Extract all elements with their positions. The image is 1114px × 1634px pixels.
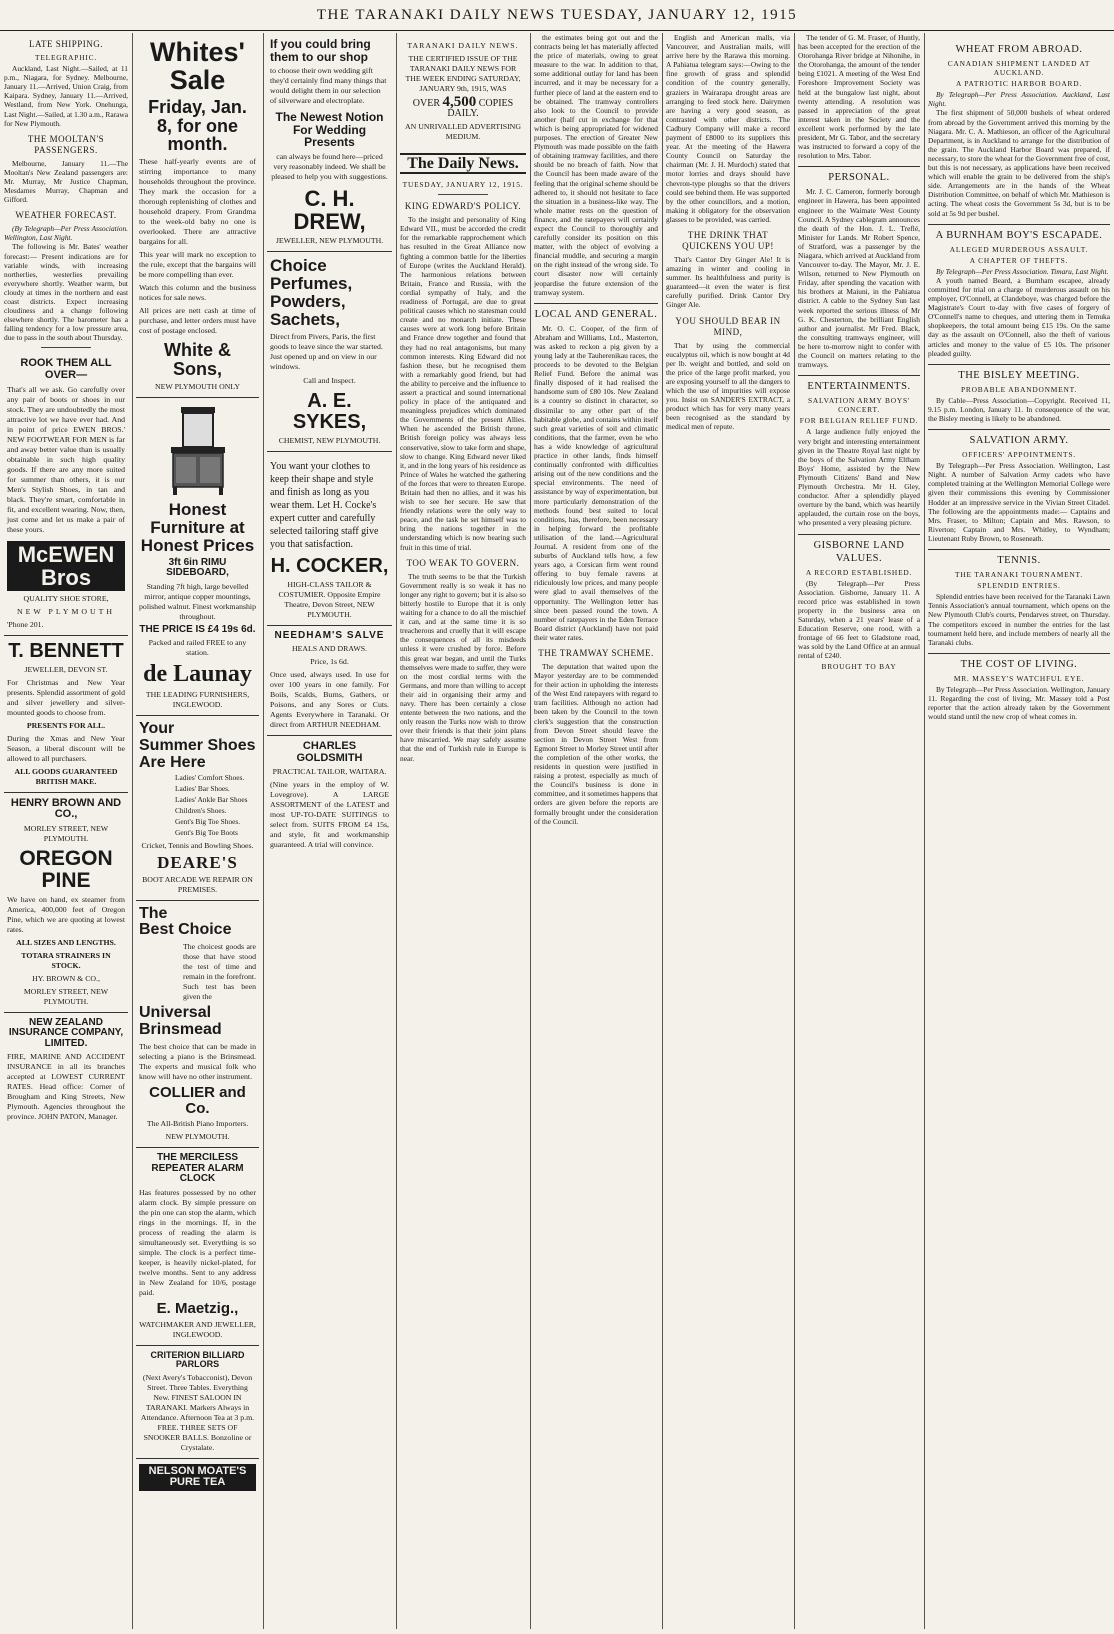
column-rule	[924, 33, 925, 1629]
article-text: Mr. O. C. Cooper, of the firm of Abraham and Williams, Ltd., Masterton, was asked to reckon a pig given by a young lady at the Tauherenikau races, the proceeds to be devoted to the Belgian Relief Fund. Before the animal was finally disposed of it had realised the handsome sum of £80 10s. New Zealand is a country so distinct in character, so dissimilar to any other part of the habitable globe, and contains within itself such great varieties of soil and climatic conditions, that the farmer, even he who has a wide knowledge of agricultural practice in other lands, finds himself continually confronted with difficulties arising out of the new conditions and the special environments. The need of assistance by way of experimentation, but more particularly demonstration of the methods found best suited to local conditions, has, therefore, been necessary in helping forward the profitable utilisation of the land.—Agricultural Journal. A resident from one of the suburbs of Auckland tells how, a few years ago, a Corsican firm went round offering to buy female ravens at ridiculously low prices, and many people were glad to avail themselves of the opportunity. The Wellington letter has since been passed round the town. A number of ratepayers in the Eden Terrace Board district (Auckland) have not paid their water rates.	[534, 323, 658, 642]
column-rule	[794, 33, 795, 1629]
ad-text: Standing 7ft high, large bevelled mirror, antique copper mountings, polished walnut. Finest workmanship throughout.	[139, 581, 256, 621]
collier-advert	[136, 901, 259, 1149]
ad-title: CHARLES GOLDSMITH	[296, 740, 363, 764]
article-text: The first shipment of 50,000 bushels of wheat ordered from abroad by the Government arrived this morning by the Niagara. Mr. C. A. Mathieson, an officer of the Agricultural Department, is in Auckland to arrange for the distribution of the grain. The Auckland Harbor Board was prepared, if necessary, to store the wheat for the Government free of cost, but this is not necessary, as applications have been received which will enable the grain to be delivered from the ship's side. Arrangements are in the hands of the Wheat Distribution Committee, on behalf of which Mr. Mathieson is acting. The wheat costs the Government 5s 3d, but is to be sold at 5s 9d per bushel.	[928, 108, 1110, 218]
column-rule	[263, 33, 264, 1629]
circulation-copies: COPIES DAILY.	[447, 98, 514, 119]
ad-text: All prices are nett cash at time of purchase, and letter orders must have cost of postage enclosed.	[139, 306, 256, 336]
cocker-advert	[267, 452, 392, 626]
dateline: (By Telegraph—Per Press Association. Wellington, Last Night.	[4, 224, 128, 243]
subhead: FOR BELGIAN RELIEF FUND.	[799, 416, 919, 426]
ad-text: WATCHMAKER AND JEWELLER, INGLEWOOD.	[139, 1319, 256, 1339]
ad-text: ALL GOODS GUARANTEED BRITISH MAKE.	[14, 766, 118, 786]
ad-text: PRACTICAL TAILOR, WAITARA.	[272, 767, 387, 777]
subhead: BROUGHT TO BAY	[821, 662, 897, 672]
column-rule	[662, 33, 663, 1629]
ad-text: HEALS AND DRAWS.	[292, 644, 367, 654]
maetzig-advert	[136, 1148, 259, 1345]
ad-text: to choose their own wedding gift they'd certainly find many things that would delight them in our selection of silverware and electroplate.	[270, 66, 387, 106]
column-2	[136, 33, 259, 1629]
ad-text: Has features possessed by no other alarm clock. By simple pressure on the pin one can stop the alarm, which rings in the mornings. If, in the process of reading the alarm is simultaneously set. Everything is so simple. The clock is a perfect time-keeper, is heavily nickel-plated, for twelve months. Sent to any address in New Zealand for 10/6, postage paid.	[139, 1187, 256, 1297]
ad-title: HENRY BROWN AND CO.,	[10, 796, 122, 821]
ad-text: HIGH-CLASS TAILOR & COSTUMIER. Opposite Empire Theatre, Devon Street, NEW PLYMOUTH.	[278, 579, 381, 619]
dateline: By Telegraph—Per Press Association. Timaru, Last Night.	[936, 266, 1109, 276]
ad-text: The best choice that can be made in selecting a piano is the Brinsmead. The experts and musical folk who know will have no other instrument.	[139, 1041, 256, 1081]
ad-text: THE CERTIFIED ISSUE OF THE TARANAKI DAILY NEWS FOR THE WEEK ENDING SATURDAY, JANUARY 9th, 1915, WAS	[405, 54, 521, 93]
article-text: To the insight and personality of King Edward VII., must be accorded the credit for the remarkable rapprochement which has resulted in the Great Alliance now fighting a common battle for the liberties of Europe (writes the Auckland Herald). The harmonious relations between Britain, France and Russia, with the cordial sympathy of Italy, and the readiness of Portugal, are due to great political causes which no statesman could create and no monarch initiate. These causes were at work long before Britain and France drew together and found that they had no real antagonisms, but many common interests. King Edward did not fashion these, but he recognised them with a remarkably good friend, but had the ability to perceive and the influence to assert a practical and sound international policy in place of the antiquated and meaningless prejudices which dominated the Governments of the present Allies. When he ascended the British throne, British foreign policy was always less conservative, slow to take form and shape, slow to change. King Edward never liked it, and in the long years of his residence as Prince of Wales he watched the gathering of the forces that were to threaten Europe. Britain had then no allies, and it was his wish to see her secure. He saw that friendly relations were the only way to peace, and the task he set himself was to bring the nations together in the understanding which is now bearing such fruit in this time of trial.	[400, 215, 526, 552]
headline: WEATHER FORECAST.	[15, 210, 117, 221]
article-text: By Telegraph—Per Press Association. Wellington, January 11. Regarding the cost of living, Mr. Massey told a Post reporter that the action already taken by the Government would stand until the new crop of wheat comes in.	[928, 684, 1110, 722]
headline: TENNIS.	[928, 549, 1110, 567]
article-text: the estimates being got out and the contracts being let has materially affected the price of materials, owing to great measure to the war. In addition to that, some additional outlay for land has been incurred, and it may be necessary for a further piece of land at the eastern end to be obtained. The tramway controllers also look to the Council to provide another (half cut in exchange for that which is being appropriated for widened purposes. The erection of Greater New Plymouth was made possible on the faith of obtaining tramway facilities, and there should be no breach of faith. Now that the Council has been made aware of the feeling that the original scheme should be adhered to, it should not hesitate to face the situation in a business-like way. The whole matter rests on the question of finance, and the ratepayers will certainly expect the Council to thoroughly and carefully consider its position on this matter, with the object of evolving a financial muddle, and securing a margin on the right instead of the wrong side. To court disaster now will certainly jeopardise the future extension of the tramway system.	[534, 33, 658, 297]
circulation-number: 4,500	[442, 94, 477, 110]
headline: SALVATION ARMY.	[928, 429, 1110, 447]
separator	[438, 194, 488, 195]
column-1	[4, 33, 128, 1629]
drew-advert	[267, 33, 392, 252]
ad-title: Sale	[169, 65, 226, 96]
article-text: That's Cantor Dry Ginger Ale! It is amazing in winter and cooling in summer. Its healthfulness and purity is guaranteed—it even the water is first carefully purified. Drink Cantor Dry Ginger Ale.	[666, 254, 790, 310]
article-text: The deputation that waited upon the Mayor yesterday are to be commended for their action in upholding the interests of the West End ratepayers with regard to tram facilities. Although no action had been taken by the Council to the town clerk's suggestion that the construction from Devon Street should leave the section in Devon Street West from Egmont Street to Morley Street until after the completion of the other works, the residents in question were justified in raising a protest, especially as much of the Council's business is done in committee, and it sometimes happens that orders are given before the reports are formally brought under the consideration of the Council.	[534, 662, 658, 826]
column-rule	[396, 33, 397, 1629]
headline: YOU SHOULD BEAR IN MIND,	[675, 315, 781, 337]
column-rule	[530, 33, 531, 1629]
headline: KING EDWARD'S POLICY.	[404, 201, 522, 212]
article-text: A youth named Beard, a Burnham escapee, already committed for trial on a charge of murderous assault on his employer, O'Connell, at Clandeboye, was charged before the Magistrate's Court to-day with five cases of forgery of O'Connell's name to cheques, and uttering them in Temuka shopkeepers, the total amount being £15 19s. On the same day as the assault on O'Connell, also the theft of various articles and money to the value of £5 10s. The prisoner pleaded guilty.	[928, 275, 1110, 358]
ad-title: Friday, Jan. 8, for one month.	[148, 96, 247, 155]
shoe-list	[139, 772, 256, 838]
ad-title: E. Maetzig.,	[156, 1299, 239, 1317]
nelson-advert	[136, 1459, 259, 1496]
article-text: The following is Mr. Bates' weather forecast:— Present indications are for variable winds, with increasing northerlies, westerlies prevailing everywhere shortly. Weather warm, but cloudy at times in the northern and east coast districts. Expect increasing cloudiness and a change following elsewhere shortly. The barometer has a falling tendency for a low pressure area, due to pass in the south about Thursday.	[4, 242, 128, 343]
separator	[41, 347, 91, 348]
article-text: The truth seems to be that the Turkish Government really is so weak it has no longer any right to govern; but it is also so bitterly hostile to Europe that it is only waiting for a chance to do all the mischief it can, and at the same time it is so treacherous and cruelly that it will escape the consequences of all its misdeeds unless it were crushed by force. Before this great war began, and until the Turks themselves were made to suffer, they were on the most cordial terms with the Germans, and more than willing to accept their aid in organising their army and navy. There has been certainly a close entente between the two nations, and the only reason the Turks now wish to throw over their friends is that their joint plans have miscarried. We may safely assume that the end of Turkish rule in Europe is near.	[400, 571, 526, 763]
ad-text: You want your clothes to keep their shape and style and finish as long as you wear them. Let H. Cocke's expert cutter and carefully selected tailoring staff give you that satisfaction.	[270, 460, 379, 550]
ad-text: BOOT ARCADE WE REPAIR ON PREMISES.	[142, 874, 253, 894]
headline: THE COST OF LIVING.	[928, 653, 1110, 671]
ad-title: Honest Furniture at Honest Prices	[140, 500, 255, 555]
article-text: By Cable—Press Association—Copyright. Received 11, 9.15 p.m. London, January 11. In consequence of the war, the Bisley meeting is likely to be abandoned.	[928, 395, 1110, 423]
headline: GISBORNE LAND VALUES.	[798, 534, 920, 565]
ad-text: Packed and railed FREE to any station.	[148, 638, 247, 658]
subhead: SPLENDID ENTRIES.	[977, 581, 1061, 591]
subhead: OFFICERS' APPOINTMENTS.	[962, 450, 1076, 460]
list-item: Gent's Big Toe Shoes.	[175, 816, 241, 826]
subhead: CANADIAN SHIPMENT LANDED AT AUCKLAND.	[947, 59, 1091, 78]
ad-title: THE PRICE IS £4 19s 6d.	[139, 623, 256, 635]
ad-title: Whites'	[150, 37, 245, 67]
ad-text: These half-yearly events are of stirring importance to many households throughout the province. They mark the occasion for a thorough replenishing of clothes and household drapery. From Grandma to the week-old baby no one is overlooked. There are attractive bargains for all.	[139, 157, 256, 247]
subhead: MR. MASSEY'S WATCHFUL EYE.	[953, 673, 1085, 683]
ad-text: FIRE, MARINE AND ACCIDENT INSURANCE in all its branches accepted at LOWEST CURRENT RATES. Head office: Corner of Brougham and King Streets, New Plymouth. Agencies throughout the province. JOHN PATON, Manager.	[7, 1052, 125, 1122]
delaunay-advert	[136, 398, 259, 716]
subhead: TELEGRAPHIC.	[35, 53, 97, 62]
ad-text: QUALITY SHOE STORE,	[23, 593, 109, 603]
issue-date: TUESDAY, JANUARY 12, 1915.	[402, 180, 524, 190]
article-text: Mr. J. C. Cameron, formerly borough engineer in Hawera, has been appointed engineer to the Waimate West County Council. A Sydney cablegram announces the death of the Hon. J. L. Treflé, Minister for Lands. Mr Robert Spence, of Stratford, was a passenger by the Niagara, which arrived at Auckland from Vancouver to-day. The Mayor, Mr. J. E. Wilson, returned to New Plymouth on Friday, after spending the vacation with his brothers at Maiuni, in the Pahiatua district. A cable to the Sydney Sun last week reported the serious illness of Mr G. K. Chesterton, the brilliant English author and journalist. Mr Fred. Black, the consulting tramways engineer, will be here to-morrow night to confer with the Council on matters relating to the tramways.	[798, 187, 920, 370]
ad-text: TARANAKI DAILY NEWS.	[407, 41, 519, 50]
mcewen-advert	[4, 353, 128, 635]
ad-text: We have on hand, ex steamer from America, 400,000 feet of Oregon Pine, which we are quoting at lowest rates.	[7, 894, 125, 934]
ad-text: NEW PLYMOUTH	[16, 606, 116, 616]
ad-title: T. BENNETT	[8, 639, 124, 662]
subhead: ALLEGED MURDEROUS ASSAULT.	[949, 244, 1089, 254]
column-rule	[132, 33, 133, 1629]
ad-title: Are Here	[139, 754, 206, 772]
ad-text: Once used, always used. In use for over 100 years in one family. For Boils, Scalds, Burns, Gathers, or Poisons, and any Sores or Cuts. Agents Everywhere in Taranaki. Or direct from ARTHUR NEEDHAM.	[270, 670, 389, 730]
whites-advert	[136, 33, 259, 398]
article-text: (By Telegraph—Per Press Association. Gisborne, January 11. A record price was established in town property in the business area on Saturday, when a 21 years' lease of a Education Reserve, one rood, with a frontage of 66 feet to Gladstone road, was sold by the Land Office at an annual rental of £240.	[798, 578, 920, 661]
list-item: Children's Shoes.	[175, 805, 227, 815]
list-item: Ladies' Bar Shoes.	[175, 783, 230, 793]
ad-text: The choicest goods are those that have stood the test of time and remain in the forefront. Such test has been given the	[183, 942, 256, 1002]
ad-title: 3ft 6in RIMU SIDEBOARD,	[166, 556, 229, 579]
ad-title: C. H. DREW,	[293, 185, 366, 235]
ad-title: COLLIER and Co.	[149, 1083, 246, 1117]
list-item: Ladies' Ankle Bar Shoes	[175, 794, 248, 804]
list-item: Gent's Big Toe Boots	[175, 827, 238, 837]
article-text: English and American malls, via Vancouver, and Australian mails, will arrive here by the Rarawa this morning. A Pahiatua telegram says:—Owing to the fine growth of grass and splendid condition of the country generally, graziers in Wairarapa drought areas are arranging to feed stock here. Dairymen are having a very good season, as contrasted with other districts. The Cadbury Company will make a record payment of £8000 to its suppliers this year. At the meeting of the Hawera County Council on Saturday the chairman (Mr. J. H. Murdoch) stated that motor lorries and drays should have chevron-type ploughs so that the drivers could see behind them. He was supported by the other councillors, and a motion, making it obligatory for the observation glasses to be provided, was carried.	[666, 33, 790, 224]
goldsmith-advert	[267, 736, 392, 855]
subhead: A PATRIOTIC HARBOR BOARD.	[955, 79, 1083, 89]
needham-advert	[267, 626, 392, 737]
ad-text: Cricket, Tennis and Bowling Shoes.	[141, 840, 254, 850]
circulation-line	[403, 94, 523, 119]
ad-text: MORLEY STREET, NEW PLYMOUTH.	[23, 823, 109, 843]
article-text: Splendid entries have been received for the Taranaki Lawn Tennis Association's annual tournament, which opens on the New Plymouth Club's courts, Pendarves street, on Thursday. The competitors exceed in number the entries for the last tournament held here, and include members of nearly all the Taranaki clubs.	[928, 592, 1110, 647]
subhead: SALVATION ARMY BOYS' CONCERT.	[807, 396, 911, 415]
ad-title: If you could bring them to our shop	[270, 37, 371, 64]
ad-title: H. COCKER,	[270, 554, 389, 577]
nameplate: The Daily News.	[400, 153, 526, 174]
ad-text: PRESENTS FOR ALL.	[26, 720, 106, 730]
ad-text: For Christmas and New Year presents. Splendid assortment of gold and silver jewellery and silver-mounted goods to choose from.	[7, 677, 125, 717]
dateline: By Telegraph—Per Press Association. Auckland, Last Night.	[928, 90, 1110, 109]
ad-text: NEW PLYMOUTH ONLY	[155, 382, 240, 392]
ad-title: OREGON PINE	[19, 846, 113, 892]
ad-text: ALL SIZES AND LENGTHS.	[16, 937, 116, 947]
column-8	[928, 33, 1110, 1629]
ad-text: During the Xmas and New Year Season, a liberal discount will be allowed to all purchasers.	[7, 733, 125, 763]
ad-title: ROOK THEM ALL OVER—	[20, 357, 112, 381]
column-6	[666, 33, 790, 1629]
ad-title: The	[139, 904, 168, 922]
subhead: A RECORD ESTABLISHED.	[805, 567, 913, 577]
bennett-advert	[4, 636, 128, 793]
article-text: Auckland, Last Night.—Sailed, at 11 p.m., Niagara, for Sydney. Melbourne, January 11.—Arrived, Union Craig, from Kaipara. Sydney, January 11.—Arrived, Westland, from New York. Onehunga, Last Night.—Sailed, at 1.30 a.m., Rarawa for New Plymouth.	[4, 64, 128, 128]
ad-text: 'Phone 201.	[7, 619, 44, 629]
ad-title: Best Choice	[139, 921, 232, 939]
ad-text: MORLEY STREET, NEW PLYMOUTH.	[23, 986, 109, 1006]
ad-text: This year will mark no exception to the rule, except that the bargains will be more compelling than ever.	[139, 250, 256, 280]
ad-text: HY. BROWN & CO.,	[32, 973, 100, 983]
subhead: PROBABLE ABANDONMENT.	[960, 384, 1078, 394]
column-5	[534, 33, 658, 1629]
subhead: THE TARANAKI TOURNAMENT.	[955, 570, 1083, 580]
ad-title: de Launay	[143, 661, 252, 688]
article-text: A large audience fully enjoyed the very bright and interesting entertainment given in the Theatre Royal last night by the boys of the Salvation Army Eltham Boys' Home, assisted by the New Plymouth Citizens' Band and New Plymouth Orchestra. Mr H. Gley, conductor. After a splendidly played overture by the band, which was heartily applauded, the curtain rose on the boys, who presented a very pleasing picture.	[798, 427, 920, 528]
ad-title: NELSON MOATE'S PURE TEA	[139, 1464, 256, 1491]
headline: THE DRINK THAT QUICKENS YOU UP!	[682, 229, 774, 251]
ad-text: Direct from Pivers, Paris, the first goods to leave since the war started. Just opened up and on view in our windows.	[270, 331, 383, 371]
insurance-advert	[4, 1013, 128, 1128]
headline: THE TRAMWAY SCHEME.	[538, 648, 654, 658]
ad-title: NEW ZEALAND INSURANCE COMPANY, LIMITED.	[8, 1016, 124, 1049]
ad-title: Choice Perfumes, Powders, Sachets,	[270, 256, 353, 329]
ad-text: That's all we ask. Go carefully over any pair of boots or shoes in our stock. They are undoubtedly the most attractive lot we have ever had. And in point of price EWEN BROS.' NEW FOOTWEAR FOR MEN is far and away better value than is usually obtainable in such high quality goods. If there are any more suited for summer than others, it is our Men's Stylish Shoes, in tan and black. They're smart, comfortable in fit, and excellent wearing. Now, then, just come and let us make a pair of these yours.	[7, 384, 125, 534]
article-text: The tender of G. M. Fraser, of Huntly, has been accepted for the erection of the Otorohanga River bridge at Nihonihe, in the Otorohanga, the amount of the tender being £1021. A meeting of the West End Foreshore Improvement Society was held at the bungalow last night, about twenty attending. A resolution was passed in appreciation of the great interest taken in the Society and the excellent work performed by the late president, Mr G. Tabor, and the secretary was instructed to forward a copy of the resolution to Mrs. Tabor.	[798, 33, 920, 161]
ad-text: Watch this column and the business notices for sale news.	[139, 283, 256, 303]
headline: WHEAT FROM ABROAD.	[955, 44, 1083, 55]
sideboard-illustration	[163, 405, 233, 497]
headline: THE MOOLTAN'S PASSENGERS.	[27, 133, 105, 155]
ad-text: can always be found here—priced very reasonably indeed. We shall be pleased to help you with suggestions.	[271, 151, 388, 181]
ad-title: Universal Brinsmead	[139, 1004, 222, 1039]
ad-text: THE LEADING FURNISHERS, INGLEWOOD.	[145, 690, 250, 710]
column-4	[400, 33, 526, 1629]
ad-text: JEWELLER, DEVON ST.	[24, 664, 108, 674]
article-text: Melbourne, January 11.—The Mooltan's New Zealand passengers are: Mr. Murray, Mr Justice Chapman, Mesdames Murray, Chapman and Gifford.	[4, 158, 128, 205]
ad-text: CHEMIST, NEW PLYMOUTH.	[278, 435, 381, 445]
article-text: That by using the commercial eucalyptus oil, which is now bought at 4d per lb. weight and bottled, and sold on the price of the large profit marked, you are exposing yourself to all the dangers to which the use of impurities will expose you. Insist on SANDER'S EXTRACT, a product which has for very many years been recognised as the standard by medical men of repute.	[666, 340, 790, 432]
ad-text: (Nine years in the employ of W. Lovegrove). A LARGE ASSORTMENT of the LATEST and most UP-TO-DATE SUITINGS to select from. SUITS FROM £4 15s, and style, fit and workmanship guaranteed. A trial will convince.	[270, 780, 389, 850]
article-text: By Telegraph—Per Press Association. Wellington, Last Night. A number of Salvation Army cadets who have completed training at the Wellington Memorial College were given their commissions this evening by Commissioner Hodder at an impressive service in the Vivian Street Citadel. The following are the appointments made:— Captains and Mrs. Fraser, to Milton; Captain and Mrs. Rawson, to Riverton; Captain and Mrs. Whitley, to Wyndham; Lieutenant Ruby Brown, to Roseneath.	[928, 461, 1110, 543]
oregon-advert	[4, 793, 128, 1013]
headline: LOCAL AND GENERAL.	[534, 303, 658, 321]
sykes-advert	[267, 252, 392, 451]
headline: TOO WEAK TO GOVERN.	[406, 557, 520, 568]
ad-text: Price, 1s 6d.	[310, 657, 349, 667]
ad-text: AN UNRIVALLED ADVERTISING MEDIUM.	[405, 122, 521, 141]
ad-text: TOTARA STRAINERS IN STOCK.	[21, 950, 111, 970]
headline: LATE SHIPPING.	[28, 39, 103, 49]
headline: ENTERTAINMENTS.	[798, 375, 920, 393]
certified-issue-box	[400, 33, 526, 147]
headline: THE BISLEY MEETING.	[928, 364, 1110, 382]
ad-title: DEARE'S	[157, 852, 238, 872]
criterion-advert	[136, 1346, 259, 1459]
circulation-over: OVER	[412, 98, 441, 109]
ad-text: (Next Avery's Tobacconist), Devon Street. Three Tables. Everything New. FINEST SALOON IN TARANAKI. Markers Always in Attendance. Afternoon Tea at 3 p.m. FREE. THREE SETS OF SNOOKER BALLS. Bonzoline or Crystalate.	[140, 1372, 255, 1452]
ad-title: The Newest Notion For Wedding Presents	[275, 110, 384, 150]
deare-advert	[136, 716, 259, 900]
masthead: THE TARANAKI DAILY NEWS TUESDAY, JANUARY 12, 1915	[0, 0, 1114, 31]
ad-text: JEWELLER, NEW PLYMOUTH.	[275, 236, 384, 246]
ad-title: Your	[139, 720, 175, 738]
headline: A BURNHAM BOY'S ESCAPADE.	[928, 224, 1110, 242]
column-7	[798, 33, 920, 1629]
subhead: A CHAPTER OF THEFTS.	[969, 255, 1069, 265]
headline: PERSONAL.	[798, 166, 920, 184]
ad-title: NEEDHAM'S SALVE	[274, 629, 385, 641]
ad-text: The All-British Piano Importers.	[146, 1119, 249, 1129]
ad-title: A. E. SYKES,	[292, 389, 367, 433]
list-item: Ladies' Comfort Shoes.	[175, 772, 245, 782]
column-3	[267, 33, 392, 1629]
ad-text: NEW PLYMOUTH.	[165, 1132, 230, 1142]
ad-title: CRITERION BILLIARD PARLORS	[150, 1349, 245, 1370]
ad-title: Summer Shoes	[139, 737, 256, 755]
ad-title: McEWEN Bros	[7, 541, 125, 591]
ad-title: THE MERCILESS REPEATER ALARM CLOCK	[151, 1152, 244, 1185]
ad-title: White & Sons,	[164, 340, 231, 380]
ad-text: Call and Inspect.	[303, 375, 356, 385]
